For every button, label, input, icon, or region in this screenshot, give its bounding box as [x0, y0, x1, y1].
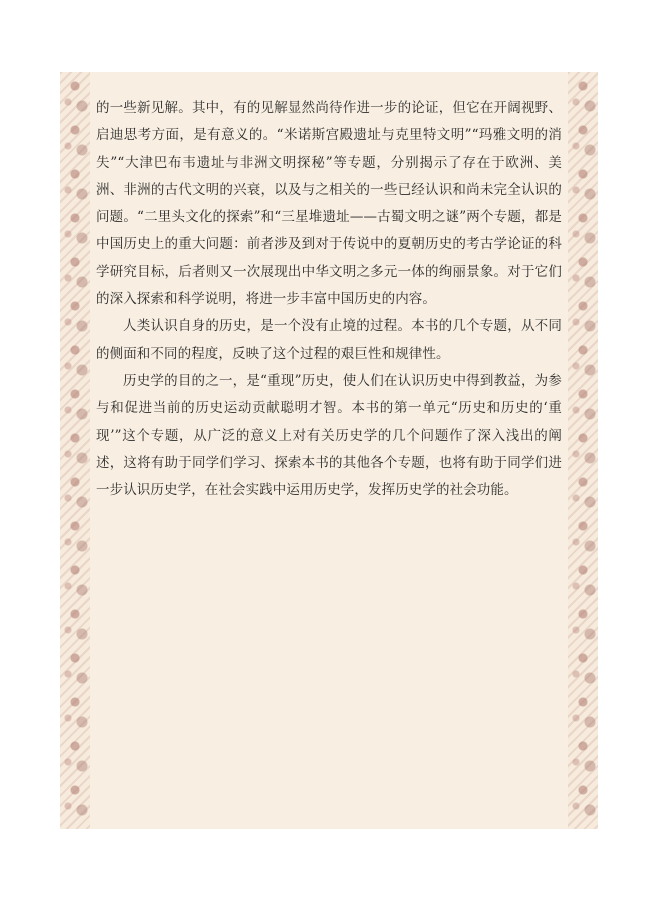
floral-border-left-icon — [60, 72, 90, 829]
paragraph-history-process: 人类认识自身的历史，是一个没有止境的过程。本书的几个专题，从不同的侧面和不同的程度，反映了这个过程的艰巨性和规律性。 — [96, 318, 562, 362]
paragraph-purpose-of-history: 历史学的目的之一，是“重现”历史，使人们在认识历史中得到教益，为参与和促进当前的历史运动贡献聪明才智。本书的第一单元“历史和历史的‘重现’”这个专题，从广泛的意义上对有关历史学的几个问题作了深入浅出的阐述，这将有助于同学们学习、探索本书的其他各个专题，也将有助于同学们进一步认识历史学，在社会实践中运用历史学，发挥历史学的社会功能。 — [96, 372, 562, 499]
paragraph-continuation: 的一些新见解。其中，有的见解显然尚待作进一步的论证，但它在开阔视野、启迪思考方面，是有意义的。“米诺斯宫殿遗址与克里特文明”“玛雅文明的消失”“大津巴布韦遗址与非洲文明探秘”等专题，分别揭示了存在于欧洲、美洲、非洲的古代文明的兴衰，以及与之相关的一些已经认识和尚未完全认识的问题。“二里头文化的探索”和“三星堆遗址——古蜀文明之谜”两个专题，都是中国历史上的重大问题：前者涉及到对于传说中的夏朝历史的考古学论证的科学研究目标，后者则又一次展现出中华文明之多元一体的绚丽景象。对于它们的深入探索和科学说明，将进一步丰富中国历史的内容。 — [96, 100, 562, 308]
floral-border-right-icon — [568, 72, 598, 829]
page-sheet — [60, 72, 598, 829]
body-text — [96, 95, 562, 504]
